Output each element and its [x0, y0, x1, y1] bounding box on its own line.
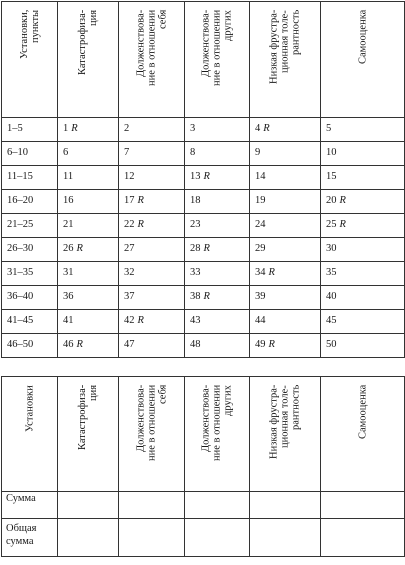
- item-number: 36: [63, 291, 74, 302]
- range-cell: 16–20: [2, 190, 58, 214]
- table-row: [2, 238, 405, 262]
- total-cell[interactable]: [119, 519, 185, 557]
- item-cell: [321, 262, 405, 286]
- reverse-mark: R: [137, 195, 144, 206]
- reverse-mark: R: [263, 123, 270, 134]
- header-cell: [185, 2, 250, 118]
- item-number: 4: [255, 123, 261, 134]
- reverse-mark: R: [137, 315, 144, 326]
- table-row: [2, 142, 405, 166]
- item-number: 2: [124, 123, 130, 134]
- reverse-mark: R: [71, 123, 78, 134]
- header-label: Установки, пункты: [18, 10, 41, 60]
- item-number: 42: [124, 315, 135, 326]
- reverse-mark: R: [76, 339, 83, 350]
- range-cell: 11–15: [2, 166, 58, 190]
- header-label: Самооценка: [357, 385, 368, 440]
- item-number: 29: [255, 243, 266, 254]
- item-cell: [250, 214, 321, 238]
- item-cell: [185, 166, 250, 190]
- sum-cell[interactable]: [250, 492, 321, 519]
- item-number: 41: [63, 315, 74, 326]
- item-cell: [119, 238, 185, 262]
- item-cell: [250, 190, 321, 214]
- reverse-mark: R: [268, 339, 275, 350]
- item-number: 13: [190, 171, 201, 182]
- item-cell: [185, 286, 250, 310]
- table-row: [2, 214, 405, 238]
- item-cell: [58, 118, 119, 142]
- item-cell: [250, 166, 321, 190]
- total-cell[interactable]: [321, 519, 405, 557]
- item-cell: [321, 142, 405, 166]
- header-cell: [250, 2, 321, 118]
- item-number: 32: [124, 267, 135, 278]
- item-number: 17: [124, 195, 135, 206]
- table-body: [2, 118, 405, 358]
- item-cell: [185, 190, 250, 214]
- item-cell: [185, 310, 250, 334]
- header-cell: [250, 377, 321, 492]
- item-number: 38: [190, 291, 201, 302]
- item-cell: [185, 238, 250, 262]
- reverse-mark: R: [203, 291, 210, 302]
- sum-table: [1, 376, 405, 557]
- reverse-mark: R: [339, 219, 346, 230]
- item-cell: [321, 238, 405, 262]
- item-cell: [58, 190, 119, 214]
- item-cell: [321, 334, 405, 358]
- scoring-table: [1, 1, 405, 358]
- item-number: 12: [124, 171, 135, 182]
- item-cell: [250, 142, 321, 166]
- item-number: 35: [326, 267, 337, 278]
- item-number: 45: [326, 315, 337, 326]
- header-label: Долженствова- ние в отношении других: [200, 10, 234, 87]
- item-number: 6: [63, 147, 69, 158]
- header-label: Катастрофиза- ция: [77, 10, 99, 76]
- header-cell: [58, 2, 119, 118]
- item-number: 26: [63, 243, 74, 254]
- item-cell: [185, 214, 250, 238]
- header-cell: [2, 2, 58, 118]
- range-cell: 31–35: [2, 262, 58, 286]
- item-cell: [58, 310, 119, 334]
- item-cell: [119, 190, 185, 214]
- item-number: 8: [190, 147, 196, 158]
- item-number: 16: [63, 195, 74, 206]
- header-cell: [58, 377, 119, 492]
- item-cell: [185, 118, 250, 142]
- sum-row: [2, 492, 405, 519]
- item-cell: [250, 334, 321, 358]
- item-cell: [321, 118, 405, 142]
- reverse-mark: R: [76, 243, 83, 254]
- item-cell: [119, 142, 185, 166]
- sum-cell[interactable]: [321, 492, 405, 519]
- item-number: 40: [326, 291, 337, 302]
- item-number: 22: [124, 219, 135, 230]
- item-cell: [321, 310, 405, 334]
- item-cell: [250, 118, 321, 142]
- item-cell: [185, 334, 250, 358]
- item-number: 9: [255, 147, 261, 158]
- item-number: 24: [255, 219, 266, 230]
- item-cell: [321, 286, 405, 310]
- item-number: 47: [124, 339, 135, 350]
- item-cell: [58, 142, 119, 166]
- range-cell: 36–40: [2, 286, 58, 310]
- item-cell: [58, 262, 119, 286]
- item-cell: [321, 214, 405, 238]
- item-number: 25: [326, 219, 337, 230]
- item-cell: [250, 286, 321, 310]
- reverse-mark: R: [203, 243, 210, 254]
- header-cell: [321, 2, 405, 118]
- header-cell: [119, 2, 185, 118]
- header-row: [2, 2, 405, 118]
- header-label: Самооценка: [357, 10, 368, 65]
- item-cell: [185, 142, 250, 166]
- item-cell: [58, 238, 119, 262]
- table-row: [2, 286, 405, 310]
- item-number: 11: [63, 171, 74, 182]
- item-cell: [58, 286, 119, 310]
- item-number: 10: [326, 147, 337, 158]
- item-cell: [58, 214, 119, 238]
- item-cell: [321, 166, 405, 190]
- item-number: 15: [326, 171, 337, 182]
- header-label: Катастрофиза- ция: [77, 385, 99, 451]
- item-cell: [58, 334, 119, 358]
- header-row: [2, 377, 405, 492]
- item-number: 7: [124, 147, 130, 158]
- item-cell: [119, 334, 185, 358]
- table-row: [2, 166, 405, 190]
- range-cell: 26–30: [2, 238, 58, 262]
- header-label: Долженствова- ние в отношении себя: [135, 385, 168, 462]
- item-number: 48: [190, 339, 201, 350]
- header-label: Долженствова- ние в отношении себя: [135, 10, 168, 87]
- item-number: 19: [255, 195, 266, 206]
- item-cell: [119, 118, 185, 142]
- range-cell: 41–45: [2, 310, 58, 334]
- sum-cell[interactable]: [119, 492, 185, 519]
- item-number: 20: [326, 195, 337, 206]
- item-number: 30: [326, 243, 337, 254]
- item-number: 31: [63, 267, 74, 278]
- table-row: [2, 310, 405, 334]
- item-number: 44: [255, 315, 266, 326]
- header-label: Установки: [24, 385, 35, 432]
- total-cell[interactable]: [250, 519, 321, 557]
- range-cell: 46–50: [2, 334, 58, 358]
- total-cell[interactable]: [185, 519, 250, 557]
- item-number: 33: [190, 267, 201, 278]
- reverse-mark: R: [268, 267, 275, 278]
- item-number: 5: [326, 123, 332, 134]
- item-cell: [250, 262, 321, 286]
- total-cell[interactable]: [58, 519, 119, 557]
- item-number: 28: [190, 243, 201, 254]
- header-label: Долженствова- ние в отношении других: [200, 385, 234, 462]
- item-cell: [119, 166, 185, 190]
- table-row: [2, 190, 405, 214]
- item-number: 39: [255, 291, 266, 302]
- table-row: [2, 118, 405, 142]
- item-number: 37: [124, 291, 135, 302]
- item-number: 50: [326, 339, 337, 350]
- row-label: Сумма: [2, 492, 58, 519]
- reverse-mark: R: [203, 171, 210, 182]
- header-label: Низкая фрустра- ционная толе- рантность: [268, 385, 302, 460]
- header-label: Низкая фрустра- ционная толе- рантность: [268, 10, 302, 85]
- table-row: [2, 262, 405, 286]
- item-cell: [119, 262, 185, 286]
- item-number: 23: [190, 219, 201, 230]
- item-number: 46: [63, 339, 74, 350]
- range-cell: 6–10: [2, 142, 58, 166]
- table-row: [2, 334, 405, 358]
- item-cell: [250, 310, 321, 334]
- item-cell: [321, 190, 405, 214]
- range-cell: 21–25: [2, 214, 58, 238]
- item-number: 18: [190, 195, 201, 206]
- item-number: 27: [124, 243, 135, 254]
- item-number: 49: [255, 339, 266, 350]
- sum-cell[interactable]: [185, 492, 250, 519]
- item-cell: [185, 262, 250, 286]
- item-number: 1: [63, 123, 69, 134]
- header-cell: [2, 377, 58, 492]
- item-cell: [119, 214, 185, 238]
- item-cell: [58, 166, 119, 190]
- item-cell: [119, 310, 185, 334]
- item-number: 3: [190, 123, 196, 134]
- range-cell: 1–5: [2, 118, 58, 142]
- header-cell: [321, 377, 405, 492]
- item-number: 14: [255, 171, 266, 182]
- item-number: 21: [63, 219, 74, 230]
- sum-cell[interactable]: [58, 492, 119, 519]
- reverse-mark: R: [339, 195, 346, 206]
- row-label: Общая сумма: [2, 519, 58, 557]
- header-cell: [185, 377, 250, 492]
- header-cell: [119, 377, 185, 492]
- item-number: 43: [190, 315, 201, 326]
- item-cell: [119, 286, 185, 310]
- item-number: 34: [255, 267, 266, 278]
- item-cell: [250, 238, 321, 262]
- reverse-mark: R: [137, 219, 144, 230]
- total-sum-row: [2, 519, 405, 557]
